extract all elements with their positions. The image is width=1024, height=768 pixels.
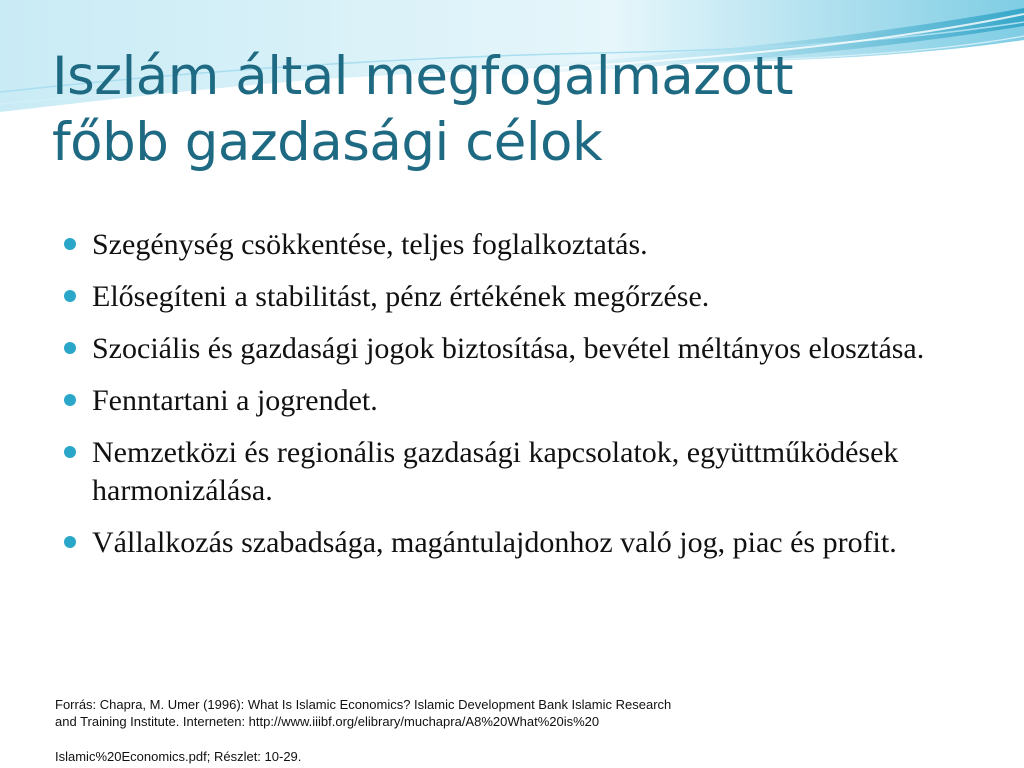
- bullet-item: [64, 382, 964, 420]
- bullet-item: [64, 524, 964, 562]
- source-line-3: Islamic%20Economics.pdf; Részlet: 10-29.: [55, 749, 302, 764]
- source-citation: [55, 696, 775, 765]
- bullet-item: [64, 278, 964, 316]
- bullet-dot-icon: [64, 394, 76, 406]
- bullet-dot-icon: [64, 342, 76, 354]
- source-line-2: and Training Institute. Interneten: http://www.iiibf.org/elibrary/muchapra/A8%20What%20is%20: [55, 714, 600, 729]
- bullet-dot-icon: [64, 446, 76, 458]
- bullet-dot-icon: [64, 536, 76, 548]
- bullet-list: [64, 226, 964, 576]
- bullet-item: [64, 434, 964, 510]
- bullet-text: Nemzetközi és regionális gazdasági kapcsolatok, együttműködések harmonizálása.: [92, 436, 899, 507]
- source-spacer: [55, 730, 775, 748]
- bullet-text: Szegénység csökkentése, teljes foglalkoztatás.: [92, 228, 648, 261]
- slide-title-line-1: Iszlám által megfogalmazott: [52, 46, 793, 107]
- bullet-item: [64, 226, 964, 264]
- bullet-text: Fenntartani a jogrendet.: [92, 384, 378, 417]
- source-line-1: Forrás: Chapra, M. Umer (1996): What Is Islamic Economics? Islamic Development Bank Islamic Research: [55, 697, 672, 712]
- bullet-item: [64, 330, 964, 368]
- bullet-dot-icon: [64, 290, 76, 302]
- slide-title-line-2: főbb gazdasági célok: [52, 112, 603, 173]
- bullet-text: Elősegíteni a stabilitást, pénz értékének megőrzése.: [92, 280, 710, 313]
- bullet-dot-icon: [64, 238, 76, 250]
- bullet-text: Vállalkozás szabadsága, magántulajdonhoz való jog, piac és profit.: [92, 526, 897, 559]
- bullet-text: Szociális és gazdasági jogok biztosítása, bevétel méltányos elosztása.: [92, 332, 925, 365]
- slide-title: [52, 44, 992, 176]
